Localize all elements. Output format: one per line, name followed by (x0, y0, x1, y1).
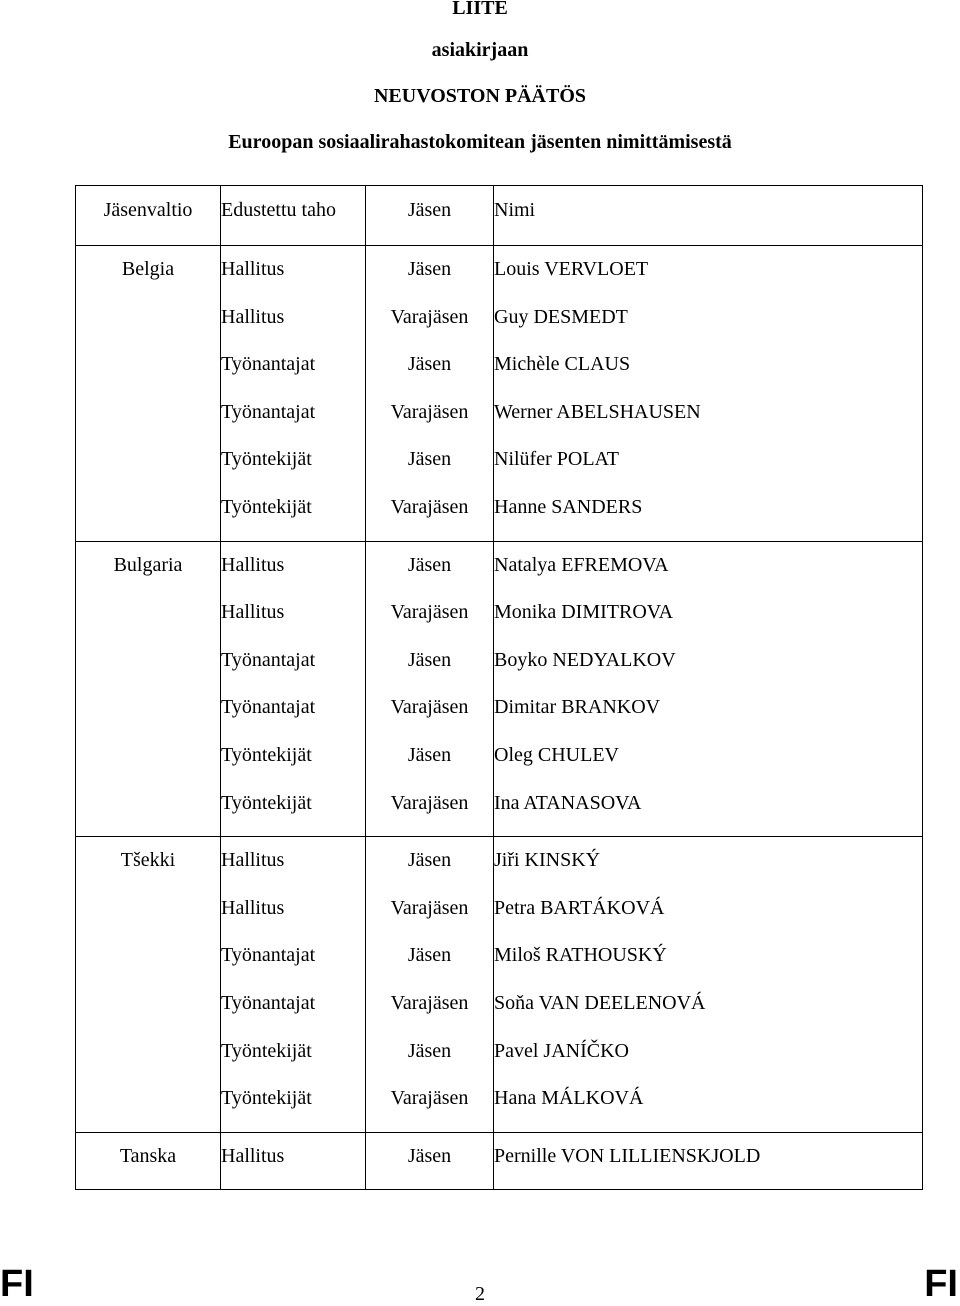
represented-body: Työntekijät (221, 495, 312, 518)
member-role: Jäsen (407, 258, 452, 280)
member-name-cell (494, 246, 923, 542)
member-name: Werner ABELSHAUSEN (494, 400, 701, 423)
member-name: Oleg CHULEV (494, 743, 619, 766)
member-name-cell (494, 1132, 923, 1190)
member-role: Jäsen (407, 648, 452, 671)
member-role: Jäsen (407, 353, 452, 376)
represented-body: Työntekijät (221, 448, 312, 471)
member-role: Jäsen (407, 849, 452, 872)
represented-body: Hallitus (221, 849, 285, 872)
represented-body-cell (221, 1132, 366, 1190)
represented-body: Työnantajat (221, 400, 316, 423)
member-name-cell (494, 837, 923, 1133)
member-role-cell (366, 246, 494, 542)
member-name: Soňa VAN DEELENOVÁ (494, 991, 706, 1014)
represented-body-cell (221, 541, 366, 837)
represented-body: Työnantajat (221, 696, 316, 719)
member-role: Jäsen (407, 944, 452, 967)
member-name: Boyko NEDYALKOV (494, 648, 676, 671)
table-header-row (76, 186, 923, 246)
member-name: Louis VERVLOET (494, 258, 649, 280)
language-code-right: FI (924, 1263, 958, 1305)
member-name: Nilüfer POLAT (494, 448, 619, 471)
member-name: Petra BARTÁKOVÁ (494, 896, 665, 919)
represented-body: Työnantajat (221, 353, 316, 376)
column-header-name: Nimi (494, 186, 923, 246)
language-code-left: FI (0, 1263, 34, 1305)
represented-body: Hallitus (221, 258, 285, 280)
represented-body: Työnantajat (221, 991, 316, 1014)
member-name: Natalya EFREMOVA (494, 553, 669, 576)
member-role: Varajäsen (390, 991, 469, 1014)
member-name: Pernille VON LILLIENSKJOLD (494, 1144, 761, 1167)
member-role: Varajäsen (390, 791, 469, 814)
represented-body-cell (221, 246, 366, 542)
member-role: Varajäsen (390, 305, 469, 328)
member-state-cell (76, 246, 221, 542)
member-state-cell (76, 1132, 221, 1190)
member-role: Varajäsen (390, 601, 469, 624)
member-name: Jiři KINSKÝ (494, 849, 601, 872)
column-header-role: Jäsen (366, 186, 494, 246)
column-header-member-state: Jäsenvaltio (76, 186, 221, 246)
member-name: Ina ATANASOVA (494, 791, 642, 814)
member-role: Jäsen (407, 553, 452, 576)
member-state-name: Belgia (121, 258, 175, 280)
represented-body: Työntekijät (221, 743, 312, 766)
represented-body: Työnantajat (221, 944, 316, 967)
member-name: Hana MÁLKOVÁ (494, 1087, 644, 1110)
represented-body: Työnantajat (221, 648, 316, 671)
member-role-cell (366, 837, 494, 1133)
members-table (75, 185, 923, 1190)
member-name: Hanne SANDERS (494, 495, 643, 518)
member-state-name: Bulgaria (113, 553, 183, 576)
member-name-cell (494, 541, 923, 837)
member-role: Jäsen (407, 1144, 452, 1167)
country-block (76, 541, 923, 837)
member-state-name: Tanska (119, 1144, 177, 1167)
represented-body: Työntekijät (221, 791, 312, 814)
country-block (76, 837, 923, 1133)
member-role: Varajäsen (390, 495, 469, 518)
member-role: Varajäsen (390, 1087, 469, 1110)
represented-body: Hallitus (221, 1144, 285, 1167)
member-state-cell (76, 837, 221, 1133)
represented-body: Hallitus (221, 553, 285, 576)
annex-label: LIITE (452, 0, 508, 19)
member-role: Jäsen (407, 448, 452, 471)
annex-subtitle: asiakirjaan (431, 39, 529, 61)
member-role-cell (366, 1132, 494, 1190)
member-name: Pavel JANÍČKO (494, 1039, 629, 1062)
column-header-represented-body: Edustettu taho (221, 186, 366, 246)
decision-label: NEUVOSTON PÄÄTÖS (373, 85, 587, 107)
member-name: Michèle CLAUS (494, 353, 631, 376)
member-name: Monika DIMITROVA (494, 601, 674, 624)
member-role: Varajäsen (390, 696, 469, 719)
represented-body: Hallitus (221, 305, 285, 328)
represented-body-cell (221, 837, 366, 1133)
member-name: Miloš RATHOUSKÝ (494, 944, 667, 967)
member-name: Dimitar BRANKOV (494, 696, 661, 719)
member-state-name: Tšekki (120, 849, 176, 872)
represented-body: Työntekijät (221, 1039, 312, 1062)
represented-body: Työntekijät (221, 1087, 312, 1110)
represented-body: Hallitus (221, 601, 285, 624)
member-role: Jäsen (407, 743, 452, 766)
represented-body: Hallitus (221, 896, 285, 919)
member-role-cell (366, 541, 494, 837)
member-role: Varajäsen (390, 896, 469, 919)
country-rows (76, 246, 923, 1190)
document-title: Euroopan sosiaalirahastokomitean jäsenten nimittämisestä (228, 131, 732, 153)
member-role: Varajäsen (390, 400, 469, 423)
member-name: Guy DESMEDT (494, 305, 628, 328)
member-state-cell (76, 541, 221, 837)
country-block (76, 1132, 923, 1190)
country-block (76, 246, 923, 542)
page-number: 2 (475, 1283, 485, 1305)
member-role: Jäsen (407, 1039, 452, 1062)
